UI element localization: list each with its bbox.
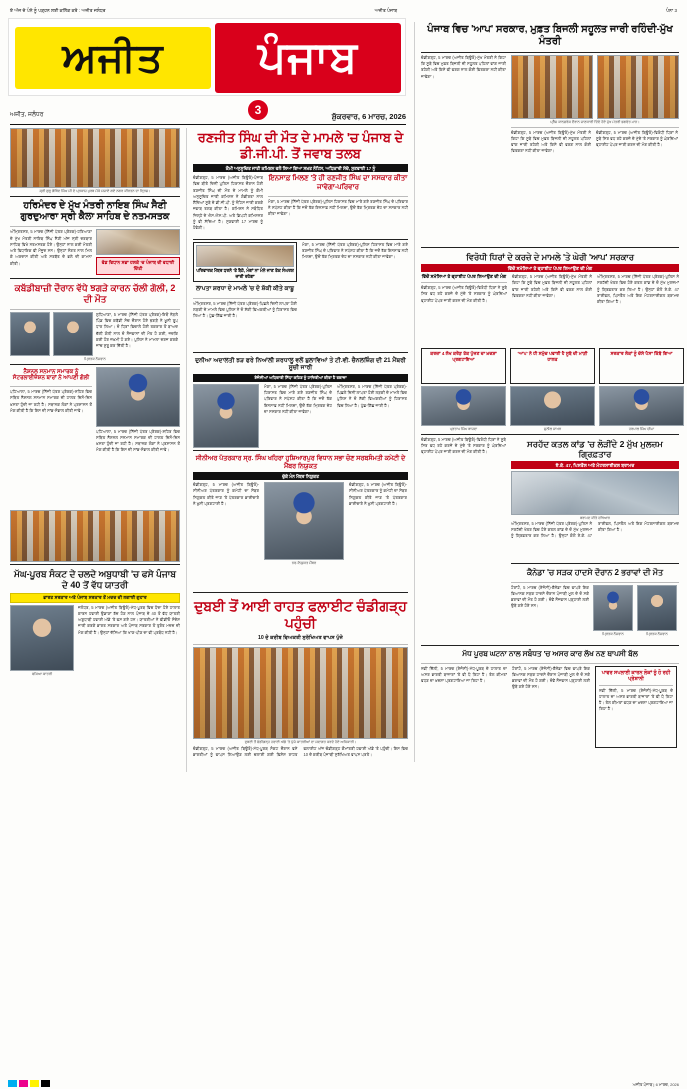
micro-right-text: ਪੰਨਾ 3 (666, 8, 677, 13)
mid-photo-caption: ਨਵ-ਨਿਯੁਕਤ ਮੈਂਬਰ (291, 561, 317, 566)
right-body-2b: ਚੰਡੀਗੜ੍ਹ, 5 ਮਾਰਚ (ਅਜੀਤ ਬਿਊਰੋ)-ਮੁੱਖ ਮੰਤਰੀ ਨੇ ਕਿਹਾ ਕਿ ਸੂਬੇ ਵਿਚ ਮੁਫ਼ਤ ਬਿਜਲੀ ਦੀ ਸਹੂਲਤ ਪਹਿਲਾਂ ਵਾਂਗ ਜਾਰੀ ਰਹੇਗੀ ਅਤੇ ਕਿਸੇ ਵੀ ਵਰਗ ਨਾਲ ਕੋਈ ਵਿਤਕਰਾ ਨਹੀਂ ਕੀਤਾ ਜਾਵੇਗਾ। (512, 274, 592, 298)
right-bottom-body-2: ਟੋਰਾਂਟੋ, 5 ਮਾਰਚ (ਏਜੰਸੀ)-ਕੈਨੇਡਾ ਵਿਚ ਵਾਪਰੇ ਇਕ ਭਿਆਨਕ ਸੜਕ ਹਾਦਸੇ ਦੌਰਾਨ ਪੰਜਾਬੀ ਮੂਲ ਦੇ ਦੋ ਸਕੇ ਭਰਾਵਾਂ ਦੀ ਮੌਤ ਹੋ ਗਈ। ਦੋਵੇਂ ਨੌਜਵਾਨ ਪੜ੍ਹਾਈ ਲਈ ਉਥੇ ਗਏ ਹੋਏ ਸਨ। (512, 665, 590, 690)
left-mug-1 (10, 312, 50, 356)
masthead-title-punjab: ਪੰਜਾਬ (257, 33, 359, 82)
mid-photo-1 (193, 384, 259, 448)
mid-photo-2 (264, 482, 344, 560)
right-headline-4: ਕੈਨੇਡਾ 'ਚ ਸੜਕ ਹਾਦਸੇ ਦੌਰਾਨ 2 ਭਰਾਵਾਂ ਦੀ ਮੌਤ (526, 568, 664, 578)
right-mini-head-2: ਸਰਕਾਰ ਲੋਕਾਂ ਨੂੰ ਦੱਸੇ ਪੈਸਾ ਕਿੱਥੇ ਗਿਆ (610, 351, 673, 357)
mid-feature-body-2: ਅੰਮ੍ਰਿਤਸਰ, 5 ਮਾਰਚ (ਨਿੱਜੀ ਪੱਤਰ ਪ੍ਰੇਰਕ)-ਪਿਛਲੇ ਦਿਨੀਂ ਲਾਪਤਾ ਹੋਈ ਲੜਕੀ ਦੇ ਮਾਮਲੇ ਵਿਚ ਪੁਲਿਸ ਨੇ ਦੋ ਸ਼ੱਕੀ ਵਿਅਕਤੀਆਂ ਨੂੰ ਹਿਰਾਸਤ ਵਿਚ ਲਿਆ ਹੈ। ਪੁੱਛ-ਗਿੱਛ ਜਾਰੀ ਹੈ। (337, 383, 407, 408)
right-mug-2 (637, 585, 677, 631)
left-mug-2 (53, 312, 93, 356)
right-body-3: ਅੰਮ੍ਰਿਤਸਰ, 5 ਮਾਰਚ (ਨਿੱਜੀ ਪੱਤਰ ਪ੍ਰੇਰਕ)-ਪੁਲਿਸ ਨੇ ਸਰਹੱਦੀ ਖੇਤਰ ਵਿਚ ਹੋਏ ਕਤਲ ਕਾਂਡ ਦੇ ਦੋ ਮੁੱਖ ਮੁਲਜ਼ਮਾਂ ਨੂੰ ਗ੍ਰਿਫ਼ਤਾਰ ਕਰ ਲਿਆ ਹੈ। ਉਨ੍ਹਾਂ ਕੋਲੋਂ ਏ.ਕੇ. 47 ਰਾਈਫਲ, ਪਿਸਤੌਲ ਅਤੇ ਇਕ ਮੋਟਰਸਾਈਕਲ ਬਰਾਮਦ ਕੀਤਾ ਗਿਆ ਹੈ। (511, 521, 679, 539)
masthead-red-panel (215, 23, 401, 93)
right-photo-1 (511, 55, 593, 119)
mid-body-1b: ਮੋਗਾ, 5 ਮਾਰਚ (ਨਿੱਜੀ ਪੱਤਰ ਪ੍ਰੇਰਕ)-ਪੁਲਿਸ ਹਿਰਾਸਤ ਵਿਚ ਮਾਰੇ ਗਏ ਰਣਜੀਤ ਸਿੰਘ ਦੇ ਪਰਿਵਾਰ ਨੇ ਸਪੱਸ਼ਟ ਕੀਤਾ ਹੈ ਕਿ ਜਦੋਂ ਤੱਕ ਇਨਸਾਫ਼ ਨਹੀਂ ਮਿਲਦਾ, ਉਦੋਂ ਤੱਕ ਮ੍ਰਿਤਕ ਦੇਹ ਦਾ ਸਸਕਾਰ ਨਹੀਂ ਕੀਤਾ ਜਾਵੇਗਾ। (302, 241, 408, 260)
left-column (10, 128, 180, 679)
left-body-4: ਜਲੰਧਰ, 5 ਮਾਰਚ (ਅਜੀਤ ਬਿਊਰੋ)-ਮੱਧ-ਪੂਰਬ ਵਿਚ ਪੈਦਾ ਹੋਏ ਹਾਲਾਤ ਕਾਰਨ ਹਵਾਈ ਉਡਾਣਾਂ ਰੱਦ ਹੋਣ ਨਾਲ ਪੰਜਾਬ ਦੇ 40 ਤੋਂ ਵੱਧ ਯਾਤਰੀ ਅਬੁਧਾਬੀ ਹਵਾਈ ਅੱਡੇ 'ਤੇ ਫਸ ਗਏ ਹਨ। ਯਾਤਰੀਆਂ ਨੇ ਵੀਡੀਓ ਸੰਦੇਸ਼ ਜਾਰੀ ਕਰਕੇ ਭਾਰਤ ਸਰਕਾਰ ਅਤੇ ਪੰਜਾਬ ਸਰਕਾਰ ਤੋਂ ਤੁਰੰਤ ਮਦਦ ਦੀ ਮੰਗ ਕੀਤੀ ਹੈ। ਉਨ੍ਹਾਂ ਦੱਸਿਆ ਕਿ ਖਾਣ-ਪੀਣ ਦਾ ਵੀ ਪ੍ਰਬੰਧ ਨਹੀਂ ਹੈ। (78, 604, 180, 635)
dateline (10, 112, 406, 125)
page-number-badge: 3 (247, 99, 269, 121)
right-headline-3: ਸਰਹੱਦ ਕਤਲ ਕਾਂਡ 'ਚ ਲੋੜੀਂਦੇ 2 ਮੁੱਖ ਮੁਲਜ਼ਮ ਗ੍ਰਿਫ਼ਤਾਰ (527, 438, 663, 460)
left-mug-caption: ਮ੍ਰਿਤਕ ਨੌਜਵਾਨ (84, 356, 106, 361)
right-body-filler-1: ਚੰਡੀਗੜ੍ਹ, 5 ਮਾਰਚ (ਅਜੀਤ ਬਿਊਰੋ)-ਵਿਰੋਧੀ ਧਿਰਾਂ ਨੇ ਸੂਬੇ ਸਿਰ ਵਧ ਰਹੇ ਕਰਜ਼ੇ ਦੇ ਮੁੱਦੇ 'ਤੇ ਸਰਕਾਰ ਨੂੰ ਘੇਰਦਿਆਂ ਵ੍ਹਾਈਟ ਪੇਪਰ ਜਾਰੀ ਕਰਨ ਦੀ ਮੰਗ ਕੀਤੀ ਹੈ। (421, 436, 506, 455)
right-bottom-body: ਨਵੀਂ ਦਿੱਲੀ, 5 ਮਾਰਚ (ਏਜੰਸੀ)-ਮੱਧ-ਪੂਰਬ ਦੇ ਹਾਲਾਤ ਦਾ ਅਸਰ ਭਾਰਤੀ ਬਾਜ਼ਾਰਾਂ 'ਤੇ ਵੀ ਪੈ ਰਿਹਾ ਹੈ। ਤੇਲ ਕੀਮਤਾਂ ਵਧਣ ਦਾ ਖ਼ਦਸ਼ਾ ਪ੍ਰਗਟਾਇਆ ਜਾ ਰਿਹਾ ਹੈ। (421, 665, 507, 683)
right-mini-item-2 (599, 348, 684, 432)
right-mini-head-0: ਕਰਜ਼ਾ 4 ਲੱਖ ਕਰੋੜ ਤੱਕ ਪੁੱਜਣ ਦਾ ਖ਼ਦਸ਼ਾ ਪ੍ਰਗਟਾਇਆ (430, 351, 497, 362)
right-top-body: ਚੰਡੀਗੜ੍ਹ, 5 ਮਾਰਚ (ਅਜੀਤ ਬਿਊਰੋ)-ਮੁੱਖ ਮੰਤਰੀ ਨੇ ਕਿਹਾ ਕਿ ਸੂਬੇ ਵਿਚ ਮੁਫ਼ਤ ਬਿਜਲੀ ਦੀ ਸਹੂਲਤ ਪਹਿਲਾਂ ਵਾਂਗ ਜਾਰੀ ਰਹੇਗੀ ਅਤੇ ਕਿਸੇ ਵੀ ਵਰਗ ਨਾਲ ਕੋਈ ਵਿਤਕਰਾ ਨਹੀਂ ਕੀਤਾ ਜਾਵੇਗਾ। (421, 55, 506, 79)
right-column (414, 22, 679, 762)
left-tint-box: ਵੱਡ ਵਿਧਾਨ ਸਭਾ ਹਲਕੇ 'ਚ ਪੰਜਾਬ ਦੀ ਵਧਾਈ ਦਿੱਤੀ (96, 257, 180, 275)
lead-body: ਚੰਡੀਗੜ੍ਹ, 5 ਮਾਰਚ (ਅਜੀਤ ਬਿਊਰੋ)-ਪੰਜਾਬ ਵਿਚ ਬੀਤੇ ਦਿਨੀਂ ਪੁਲਿਸ ਹਿਰਾਸਤ ਦੌਰਾਨ ਹੋਈ ਰਣਜੀਤ ਸਿੰਘ ਦੀ ਮੌਤ ਦੇ ਮਾਮਲੇ ਨੂੰ ਕੌਮੀ ਅਨੁਸੂਚਿਤ ਜਾਤੀ ਕਮਿਸ਼ਨ ਨੇ ਗੰਭੀਰਤਾ ਨਾਲ ਲੈਂਦਿਆਂ ਸੂਬੇ ਦੇ ਡੀ.ਜੀ.ਪੀ. ਨੂੰ ਨੋਟਿਸ ਜਾਰੀ ਕਰਕੇ ਜਵਾਬ ਤਲਬ ਕੀਤਾ ਹੈ। ਕਮਿਸ਼ਨ ਨੇ ਸਬੰਧਿਤ ਜ਼ਿਲ੍ਹੇ ਦੇ ਐਸ.ਐਸ.ਪੀ. ਅਤੇ ਡਿਪਟੀ ਕਮਿਸ਼ਨਰ ਨੂੰ ਵੀ ਸੱਦਿਆ ਹੈ। ਸੁਣਵਾਈ 17 ਮਾਰਚ ਨੂੰ ਹੋਵੇਗੀ। (193, 175, 263, 230)
left-photo-2 (96, 367, 180, 427)
publication-date: ਸ਼ੁੱਕਰਵਾਰ, 6 ਮਾਰਚ, 2026 (331, 112, 406, 121)
lead-headline: ਰਣਜੀਤ ਸਿੰਘ ਦੀ ਮੌਤ ਦੇ ਮਾਮਲੇ 'ਚ ਪੰਜਾਬ ਦੇ ਡੀ.ਜੀ.ਪੀ. ਤੋਂ ਜਵਾਬ ਤਲਬ (197, 130, 404, 161)
right-mug-caption-1: ਮ੍ਰਿਤਕ ਨੌਜਵਾਨ (646, 631, 668, 636)
right-sub-3: ਏ.ਕੇ. 47, ਪਿਸਤੌਲ ਅਤੇ ਮੋਟਰਸਾਈਕਲ ਬਰਾਮਦ (511, 461, 679, 469)
right-mini-photo-1 (510, 386, 595, 426)
micro-header-bar (10, 6, 677, 15)
mid-bottom-sub: 10 ਦੇ ਕਰੀਬ ਵਿਅਕਤੀ ਸੁਰੱਖਿਅਤ ਵਾਪਸ ਪੁੱਜੇ (258, 634, 343, 641)
mid-body-2: ਅੰਮ੍ਰਿਤਸਰ, 5 ਮਾਰਚ (ਨਿੱਜੀ ਪੱਤਰ ਪ੍ਰੇਰਕ)-ਪਿਛਲੇ ਦਿਨੀਂ ਲਾਪਤਾ ਹੋਈ ਲੜਕੀ ਦੇ ਮਾਮਲੇ ਵਿਚ ਪੁਲਿਸ ਨੇ ਦੋ ਸ਼ੱਕੀ ਵਿਅਕਤੀਆਂ ਨੂੰ ਹਿਰਾਸਤ ਵਿਚ ਲਿਆ ਹੈ। ਪੁੱਛ-ਗਿੱਛ ਜਾਰੀ ਹੈ। (193, 300, 297, 319)
lead-kicker: ਕੌਮੀ ਅਨੁਸੂਚਿਤ ਜਾਤੀ ਕਮਿਸ਼ਨ ਵਲੋਂ ਲਿਆ ਗਿਆ ਸਖ਼ਤ ਨੋਟਿਸ, ਅਧਿਕਾਰੀ ਸੱਦੇ, ਸੁਣਵਾਈ 17 ਨੂੰ (193, 164, 408, 172)
masthead (8, 18, 406, 96)
right-box-headline: ਪਾਵਰ ਸਪਲਾਈ ਕਾਰਨ ਲੋਕਾਂ ਨੂੰ ਹੋ ਰਹੀ ਪ੍ਰੇਸ਼ਾਨੀ (601, 669, 671, 683)
left-photo-3 (10, 510, 180, 562)
right-photo-2 (597, 55, 679, 119)
mid-inset-headline: ਪਰਿਵਾਰਕ ਮੈਂਬਰ ਧਰਨੇ 'ਤੇ ਬੈਠੇ, ਮੰਗਾਂ ਨਾ ਮੰਨੇ ਜਾਣ ਤੱਕ ਸੰਘਰਸ਼ ਜਾਰੀ ਰਹੇਗਾ (196, 267, 294, 279)
right-body-4: ਟੋਰਾਂਟੋ, 5 ਮਾਰਚ (ਏਜੰਸੀ)-ਕੈਨੇਡਾ ਵਿਚ ਵਾਪਰੇ ਇਕ ਭਿਆਨਕ ਸੜਕ ਹਾਦਸੇ ਦੌਰਾਨ ਪੰਜਾਬੀ ਮੂਲ ਦੇ ਦੋ ਸਕੇ ਭਰਾਵਾਂ ਦੀ ਮੌਤ ਹੋ ਗਈ। ਦੋਵੇਂ ਨੌਜਵਾਨ ਪੜ੍ਹਾਈ ਲਈ ਉਥੇ ਗਏ ਹੋਏ ਸਨ। (511, 584, 589, 609)
cmyk-registration-bars (8, 1080, 50, 1087)
right-weapon-caption: ਬਰਾਮਦ ਕੀਤੇ ਹਥਿਆਰ (580, 516, 610, 521)
left-headline-3: ਨੈਸ਼ਨਲ ਸਨਮਾਨ ਸਮਾਰਕ ਨੂੰ ਸੰਟਰਲਾਈਜ਼ੇਸ਼ਨ ਬਾਰਾਂ ਨੇ ਆਪਣੀ ਗੋਲੀ (12, 368, 90, 382)
mid-black-kicker: ਚੁੱਕੇ ਮੰਨ ਮੈਂਬਰ ਨਿਯੁਕਤ (193, 472, 408, 480)
footer-strip: ਅਜੀਤ ਪੰਜਾਬ | 6 ਮਾਰਚ, 2026 (632, 1082, 679, 1087)
mid-bottom-photo (193, 647, 408, 739)
mid-feature-body: ਮੋਗਾ, 5 ਮਾਰਚ (ਨਿੱਜੀ ਪੱਤਰ ਪ੍ਰੇਰਕ)-ਪੁਲਿਸ ਹਿਰਾਸਤ ਵਿਚ ਮਾਰੇ ਗਏ ਰਣਜੀਤ ਸਿੰਘ ਦੇ ਪਰਿਵਾਰ ਨੇ ਸਪੱਸ਼ਟ ਕੀਤਾ ਹੈ ਕਿ ਜਦੋਂ ਤੱਕ ਇਨਸਾਫ਼ ਨਹੀਂ ਮਿਲਦਾ, ਉਦੋਂ ਤੱਕ ਮ੍ਰਿਤਕ ਦੇਹ ਦਾ ਸਸਕਾਰ ਨਹੀਂ ਕੀਤਾ ਜਾਵੇਗਾ। (264, 383, 332, 414)
right-mini-item-1 (510, 348, 595, 432)
right-mini-photo-2 (599, 386, 684, 426)
left-body-1: ਅੰਮ੍ਰਿਤਸਰ, 5 ਮਾਰਚ (ਨਿੱਜੀ ਪੱਤਰ ਪ੍ਰੇਰਕ)-ਹਰਿਆਣਾ ਦੇ ਮੁੱਖ ਮੰਤਰੀ ਨਾਇਬ ਸਿੰਘ ਸੈਣੀ ਅੱਜ ਸ੍ਰੀ ਦਰਬਾਰ ਸਾਹਿਬ ਵਿਖੇ ਨਤਮਸਤਕ ਹੋਏ। ਉਨ੍ਹਾਂ ਨਾਲ ਕਈ ਮੰਤਰੀ ਅਤੇ ਵਿਧਾਇਕ ਵੀ ਮੌਜੂਦ ਸਨ। ਉਨ੍ਹਾਂ ਸੰਗਤ ਨਾਲ ਮਿਲ ਕੇ ਅਰਦਾਸ ਕੀਤੀ ਅਤੇ ਸਰਬੱਤ ਦੇ ਭਲੇ ਦੀ ਕਾਮਨਾ ਕੀਤੀ। (10, 229, 92, 266)
mid-inset-photo (196, 245, 294, 267)
right-body-2c: ਅੰਮ੍ਰਿਤਸਰ, 5 ਮਾਰਚ (ਨਿੱਜੀ ਪੱਤਰ ਪ੍ਰੇਰਕ)-ਪੁਲਿਸ ਨੇ ਸਰਹੱਦੀ ਖੇਤਰ ਵਿਚ ਹੋਏ ਕਤਲ ਕਾਂਡ ਦੇ ਦੋ ਮੁੱਖ ਮੁਲਜ਼ਮਾਂ ਨੂੰ ਗ੍ਰਿਫ਼ਤਾਰ ਕਰ ਲਿਆ ਹੈ। ਉਨ੍ਹਾਂ ਕੋਲੋਂ ਏ.ਕੇ. 47 ਰਾਈਫਲ, ਪਿਸਤੌਲ ਅਤੇ ਇਕ ਮੋਟਰਸਾਈਕਲ ਬਰਾਮਦ ਕੀਤਾ ਗਿਆ ਹੈ। (597, 274, 679, 304)
right-headline-2: ਵਿਰੋਧੀ ਧਿਰਾਂ ਦੇ ਕਰਜ਼ੇ ਦੇ ਮਾਮਲੇ 'ਤੇ ਘੇਰੀ 'ਆਪ' ਸਰਕਾਰ (466, 252, 634, 262)
right-sub-2: ਵਿੱਚੋਂ ਸਮੱਸਿਆ ਤੇ ਵ੍ਹਾਈਟ ਪੇਪਰ ਲਿਆਉਣ ਦੀ ਮੰਗ (421, 264, 679, 272)
mid-bottom-caption: ਦੁਬਈ ਤੋਂ ਚੰਡੀਗੜ੍ਹ ਹਵਾਈ ਅੱਡੇ 'ਤੇ ਪੁੱਜੇ ਯਾਤਰੀਆਂ ਦਾ ਸਵਾਗਤ ਕਰਦੇ ਹੋਏ ਅਧਿਕਾਰੀ। (244, 739, 357, 744)
right-bottom-headline: ਮੱਧ ਪੂਰਬ ਘਟਨਾ ਨਾਲ ਸਬੰਧਤ 'ਚ ਅਸਰ ਕਾਰ ਲੱਖ ਨਣ ਥਾਪਸੀ ਬੱਲ (462, 648, 638, 658)
right-mini-head-1: 'ਆਪ' ਨੇ ਹੀ ਸਮੁੱਚ ਪਵਾਈ ਹੈ ਸੂਬੇ ਦੀ ਮਾੜੀ ਹਾਲਤ (517, 351, 588, 362)
right-mini-item-0 (421, 348, 506, 432)
right-top-body-3: ਚੰਡੀਗੜ੍ਹ, 5 ਮਾਰਚ (ਅਜੀਤ ਬਿਊਰੋ)-ਵਿਰੋਧੀ ਧਿਰਾਂ ਨੇ ਸੂਬੇ ਸਿਰ ਵਧ ਰਹੇ ਕਰਜ਼ੇ ਦੇ ਮੁੱਦੇ 'ਤੇ ਸਰਕਾਰ ਨੂੰ ਘੇਰਦਿਆਂ ਵ੍ਹਾਈਟ ਪੇਪਰ ਜਾਰੀ ਕਰਨ ਦੀ ਮੰਗ ਕੀਤੀ ਹੈ। (596, 129, 678, 148)
right-top-caption: ਪ੍ਰੈੱਸ ਕਾਨਫ਼ਰੰਸ ਦੌਰਾਨ ਜਾਣਕਾਰੀ ਦਿੰਦੇ ਹੋਏ ਮੁੱਖ ਮੰਤਰੀ ਭਗਵੰਤ ਮਾਨ। (550, 120, 640, 124)
micro-mid-text: ਅਜੀਤ ਪੰਜਾਬ (374, 8, 398, 13)
mid-bottom-body: ਚੰਡੀਗੜ੍ਹ, 5 ਮਾਰਚ (ਅਜੀਤ ਬਿਊਰੋ)-ਮੱਧ-ਪੂਰਬ ਸੰਕਟ ਦੌਰਾਨ ਫਸੇ ਭਾਰਤੀਆਂ ਨੂੰ ਵਾਪਸ ਲਿਆਉਣ ਲਈ ਚਲਾਈ ਗਈ ਵਿਸ਼ੇਸ਼ ਰਾਹਤ ਫਲਾਈਟ ਅੱਜ ਚੰਡੀਗੜ੍ਹ ਕੌਮਾਂਤਰੀ ਹਵਾਈ ਅੱਡੇ 'ਤੇ ਪਹੁੰਚੀ। ਇਸ ਵਿਚ 10 ਦੇ ਕਰੀਬ ਪੰਜਾਬੀ ਸੁਰੱਖਿਅਤ ਵਾਪਸ ਪਰਤੇ। (193, 746, 408, 758)
left-mug2-caption: ਫਸਿਆ ਯਾਤਰੀ (31, 671, 53, 676)
right-box-body: ਨਵੀਂ ਦਿੱਲੀ, 5 ਮਾਰਚ (ਏਜੰਸੀ)-ਮੱਧ-ਪੂਰਬ ਦੇ ਹਾਲਾਤ ਦਾ ਅਸਰ ਭਾਰਤੀ ਬਾਜ਼ਾਰਾਂ 'ਤੇ ਵੀ ਪੈ ਰਿਹਾ ਹੈ। ਤੇਲ ਕੀਮਤਾਂ ਵਧਣ ਦਾ ਖ਼ਦਸ਼ਾ ਪ੍ਰਗਟਾਇਆ ਜਾ ਰਿਹਾ ਹੈ। (599, 687, 673, 712)
edition-label: ਅਜੀਤ, ਜਲੰਧਰ (10, 112, 44, 118)
right-mini-caption-2: ਹਰਪਾਲ ਸਿੰਘ ਚੀਮਾ (628, 427, 655, 432)
mid-feature-headline: ਦੁਨੀਆ ਅਦਾਲਤੀ ਝੜ ਫਰੇ ਨਿਆਂਲੀ ਸ਼ਰਧਾਲੂ ਵਲੋਂ ਬੁਲਾਵਿਆਂ ਤੇ ਟੀ.ਵੀ. ਚੈਨਲਜ਼ਿੰਗ ਦੀ 21 ਮੈਂਬਰੀ ਸੂਚੀ ਜਾਰੀ (195, 356, 406, 372)
right-mini-caption-0: ਪ੍ਰਤਾਪ ਸਿੰਘ ਬਾਜਵਾ (449, 427, 478, 432)
right-mug-1 (593, 585, 633, 631)
left-inline-photo (96, 229, 180, 255)
left-headline-4: ਮੱਘ-ਪੂਰਬ ਸੰਕਟ ਦੇ ਚਲਦੇ ਅਬੁਧਾਬੀ 'ਚ ਫਸੇ ਪੰਜਾਬ ਦੇ 40 ਤੋਂ ਵੱਧ ਯਾਤਰੀ (14, 569, 176, 590)
right-top-body-2: ਚੰਡੀਗੜ੍ਹ, 5 ਮਾਰਚ (ਅਜੀਤ ਬਿਊਰੋ)-ਮੁੱਖ ਮੰਤਰੀ ਨੇ ਕਿਹਾ ਕਿ ਸੂਬੇ ਵਿਚ ਮੁਫ਼ਤ ਬਿਜਲੀ ਦੀ ਸਹੂਲਤ ਪਹਿਲਾਂ ਵਾਂਗ ਜਾਰੀ ਰਹੇਗੀ ਅਤੇ ਕਿਸੇ ਵੀ ਵਰਗ ਨਾਲ ਕੋਈ ਵਿਤਕਰਾ ਨਹੀਂ ਕੀਤਾ ਜਾਵੇਗਾ। (511, 129, 591, 154)
right-top-headline: ਪੰਜਾਬ ਵਿਚ 'ਆਪ' ਸਰਕਾਰ, ਮੁਫ਼ਤ ਬਿਜਲੀ ਸਹੂਲਤ ਜਾਰੀ ਰਹਿੰਦੀ-ਮੁੱਖ ਮੰਤਰੀ (427, 24, 673, 47)
mid-body-1: ਮੋਗਾ, 5 ਮਾਰਚ (ਨਿੱਜੀ ਪੱਤਰ ਪ੍ਰੇਰਕ)-ਪੁਲਿਸ ਹਿਰਾਸਤ ਵਿਚ ਮਾਰੇ ਗਏ ਰਣਜੀਤ ਸਿੰਘ ਦੇ ਪਰਿਵਾਰ ਨੇ ਸਪੱਸ਼ਟ ਕੀਤਾ ਹੈ ਕਿ ਜਦੋਂ ਤੱਕ ਇਨਸਾਫ਼ ਨਹੀਂ ਮਿਲਦਾ, ਉਦੋਂ ਤੱਕ ਮ੍ਰਿਤਕ ਦੇਹ ਦਾ ਸਸਕਾਰ ਨਹੀਂ ਕੀਤਾ ਜਾਵੇਗਾ। (268, 198, 408, 217)
right-weapon-photo (511, 471, 679, 515)
mid-body-3: ਚੰਡੀਗੜ੍ਹ, 5 ਮਾਰਚ (ਅਜੀਤ ਬਿਊਰੋ)-ਸੀਨੀਅਰ ਪੱਤਰਕਾਰ ਨੂੰ ਕਮੇਟੀ ਦਾ ਮੈਂਬਰ ਨਿਯੁਕਤ ਕੀਤੇ ਜਾਣ 'ਤੇ ਪੱਤਰਕਾਰ ਭਾਈਚਾਰੇ ਨੇ ਖ਼ੁਸ਼ੀ ਪ੍ਰਗਟਾਈ ਹੈ। (193, 482, 259, 506)
right-mug-caption-0: ਮ੍ਰਿਤਕ ਨੌਜਵਾਨ (602, 631, 624, 636)
mid-headline-2: ਲਾਪਤਾ ਸ਼ਰਧਾ ਦੇ ਮਾਮਲੇ 'ਚ ਦੋ ਸ਼ੱਕੀ ਕੀਤੇ ਕਾਬੂ (195, 286, 294, 293)
mid-feature-sub: ਏਜੰਸੀਆਂ ਅਧਿਕਾਰੀ ਸਿੱਧਾ ਕਹਿਣ ਨੂੰ ਹਾਜ਼ਿਰੀਆਂ ਕੀਤਾ ਹੈ ਤਕਾਜ਼ਾ (193, 374, 408, 382)
lead-photo-caption: ਸ੍ਰੀ ਗੁਰੂ ਗੋਬਿੰਦ ਸਿੰਘ ਜੀ ਦੇ ਪ੍ਰਕਾਸ਼ ਪੁਰਬ ਮੌਕੇ ਸਜਾਏ ਗਏ ਨਗਰ ਕੀਰਤਨ ਦਾ ਦ੍ਰਿਸ਼। (39, 189, 151, 193)
middle-column (186, 128, 408, 772)
left-headline-1: ਹਰਿਮੰਦਰ ਦੇ ਮੁੱਖ ਮੰਤਰੀ ਨਾਇਬ ਸਿੰਘ ਸੈਣੀ ਗੁਰਦੁਆਰਾ ਸ੍ਰੀ ਕੈਲਾ ਸਾਹਿਬ ਦੇ ਨਤਮਸਤਕ (20, 199, 170, 223)
mid-headline-1: ਇਨਸਾਫ਼ ਮਿਲਣ 'ਤੇ ਹੀ ਰਣਜੀਤ ਸਿੰਘ ਦਾ ਸਸਕਾਰ ਕੀਤਾ ਜਾਵੇਗਾ-ਪਰਿਵਾਰ (268, 175, 408, 191)
micro-left-text: ਏ ਅੱਜ ਦੇ ਪੰਨੇ ਨੂੰ ਪੜ੍ਹਨ ਲਈ ਕਲਿੱਕ ਕਰੋ : ਅਜੀਤ ਜਲੰਧਰ (10, 8, 106, 13)
left-body-3: ਪਟਿਆਲਾ, 5 ਮਾਰਚ (ਨਿੱਜੀ ਪੱਤਰ ਪ੍ਰੇਰਕ)-ਸ਼ਹਿਰ ਵਿਚ ਸਥਿਤ ਨੈਸ਼ਨਲ ਸਨਮਾਨ ਸਮਾਰਕ ਦੀ ਹਾਲਤ ਦਿਨੋ-ਦਿਨ ਖ਼ਸਤਾ ਹੁੰਦੀ ਜਾ ਰਹੀ ਹੈ। ਸਥਾਨਕ ਲੋਕਾਂ ਨੇ ਪ੍ਰਸ਼ਾਸਨ ਤੋਂ ਮੰਗ ਕੀਤੀ ਹੈ ਕਿ ਇਸ ਦੀ ਸਾਂਭ-ਸੰਭਾਲ ਕੀਤੀ ਜਾਵੇ। (10, 389, 92, 413)
lead-photo-nagar-kirtan (10, 128, 180, 188)
left-body-3b: ਪਟਿਆਲਾ, 5 ਮਾਰਚ (ਨਿੱਜੀ ਪੱਤਰ ਪ੍ਰੇਰਕ)-ਸ਼ਹਿਰ ਵਿਚ ਸਥਿਤ ਨੈਸ਼ਨਲ ਸਨਮਾਨ ਸਮਾਰਕ ਦੀ ਹਾਲਤ ਦਿਨੋ-ਦਿਨ ਖ਼ਸਤਾ ਹੁੰਦੀ ਜਾ ਰਹੀ ਹੈ। ਸਥਾਨਕ ਲੋਕਾਂ ਨੇ ਪ੍ਰਸ਼ਾਸਨ ਤੋਂ ਮੰਗ ਕੀਤੀ ਹੈ ਕਿ ਇਸ ਦੀ ਸਾਂਭ-ਸੰਭਾਲ ਕੀਤੀ ਜਾਵੇ। (96, 428, 180, 453)
left-mug-3 (10, 605, 74, 671)
mid-body-3b: ਚੰਡੀਗੜ੍ਹ, 5 ਮਾਰਚ (ਅਜੀਤ ਬਿਊਰੋ)-ਸੀਨੀਅਰ ਪੱਤਰਕਾਰ ਨੂੰ ਕਮੇਟੀ ਦਾ ਮੈਂਬਰ ਨਿਯੁਕਤ ਕੀਤੇ ਜਾਣ 'ਤੇ ਪੱਤਰਕਾਰ ਭਾਈਚਾਰੇ ਨੇ ਖ਼ੁਸ਼ੀ ਪ੍ਰਗਟਾਈ ਹੈ। (349, 482, 407, 506)
right-mini-caption-1: ਸੁਨੀਲ ਜਾਖੜ (543, 427, 562, 432)
masthead-yellow-panel (15, 27, 211, 89)
left-headline-2: ਕਬੱਡੀਬਾਜ਼ੀ ਦੌਰਾਨ ਵੱਧੇ ਝਗੜੇ ਕਾਰਨ ਚੱਲੀ ਗੋਲੀ, 2 ਦੀ ਮੌਤ (14, 283, 176, 305)
right-mini-photo-0 (421, 386, 506, 426)
mid-bottom-headline: ਦੁਬਈ ਤੋਂ ਆਈ ਰਾਹਤ ਫਲਾਈਟ ਚੰਡੀਗੜ੍ਹ ਪਹੁੰਚੀ (194, 598, 407, 632)
left-yellow-kicker: ਭਾਰਤ ਸਰਕਾਰ ਅਤੇ ਪੰਜਾਬ ਸਰਕਾਰ ਤੋਂ ਮਦਦ ਦੀ ਲਗਾਈ ਗੁਹਾਰ (10, 593, 180, 603)
left-body-2: ਲੁਧਿਆਣਾ, 5 ਮਾਰਚ (ਨਿੱਜੀ ਪੱਤਰ ਪ੍ਰੇਰਕ)-ਇਥੋਂ ਨੇੜਲੇ ਪਿੰਡ ਵਿਚ ਕਬੱਡੀ ਮੈਚ ਦੌਰਾਨ ਹੋਏ ਝਗੜੇ ਨੇ ਖ਼ੂਨੀ ਰੂਪ ਧਾਰ ਲਿਆ। ਦੋ ਧਿਰਾਂ ਵਿਚਾਲੇ ਹੋਈ ਤਕਰਾਰ ਤੋਂ ਬਾਅਦ ਚੱਲੀ ਗੋਲੀ ਨਾਲ ਦੋ ਨੌਜਵਾਨਾਂ ਦੀ ਮੌਤ ਹੋ ਗਈ, ਜਦਕਿ ਕਈ ਹੋਰ ਜ਼ਖ਼ਮੀ ਹੋ ਗਏ। ਪੁਲਿਸ ਨੇ ਮਾਮਲਾ ਦਰਜ ਕਰਕੇ ਜਾਂਚ ਸ਼ੁਰੂ ਕਰ ਦਿੱਤੀ ਹੈ। (96, 311, 178, 349)
masthead-title-ajit: ਅਜੀਤ (62, 35, 164, 80)
mid-headline-3: ਸੀਨੀਅਰ ਪੱਤਰਕਾਰ ਸ੍ਰ. ਸਿੰਘ ਖਹਿਰਾ ਹੁਸ਼ਿਆਰਪੁਰ ਵਿਧਾਨ ਸਭਾ ਚੋਣ ਸਰਬਸੰਮਤੀ ਕਮੇਟੀ ਦੇ ਮੈਂਬਰ ਨਿਯੁਕਤ (195, 454, 406, 470)
right-body-2: ਚੰਡੀਗੜ੍ਹ, 5 ਮਾਰਚ (ਅਜੀਤ ਬਿਊਰੋ)-ਵਿਰੋਧੀ ਧਿਰਾਂ ਨੇ ਸੂਬੇ ਸਿਰ ਵਧ ਰਹੇ ਕਰਜ਼ੇ ਦੇ ਮੁੱਦੇ 'ਤੇ ਸਰਕਾਰ ਨੂੰ ਘੇਰਦਿਆਂ ਵ੍ਹਾਈਟ ਪੇਪਰ ਜਾਰੀ ਕਰਨ ਦੀ ਮੰਗ ਕੀਤੀ ਹੈ। (421, 285, 507, 303)
right-subhead-small: ਵਿੱਚੋਂ ਸਮੱਸਿਆ ਤੇ ਵ੍ਹਾਈਟ ਪੇਪਰ ਲਿਆਉਣ ਦੀ ਮੰਗ (421, 274, 507, 280)
